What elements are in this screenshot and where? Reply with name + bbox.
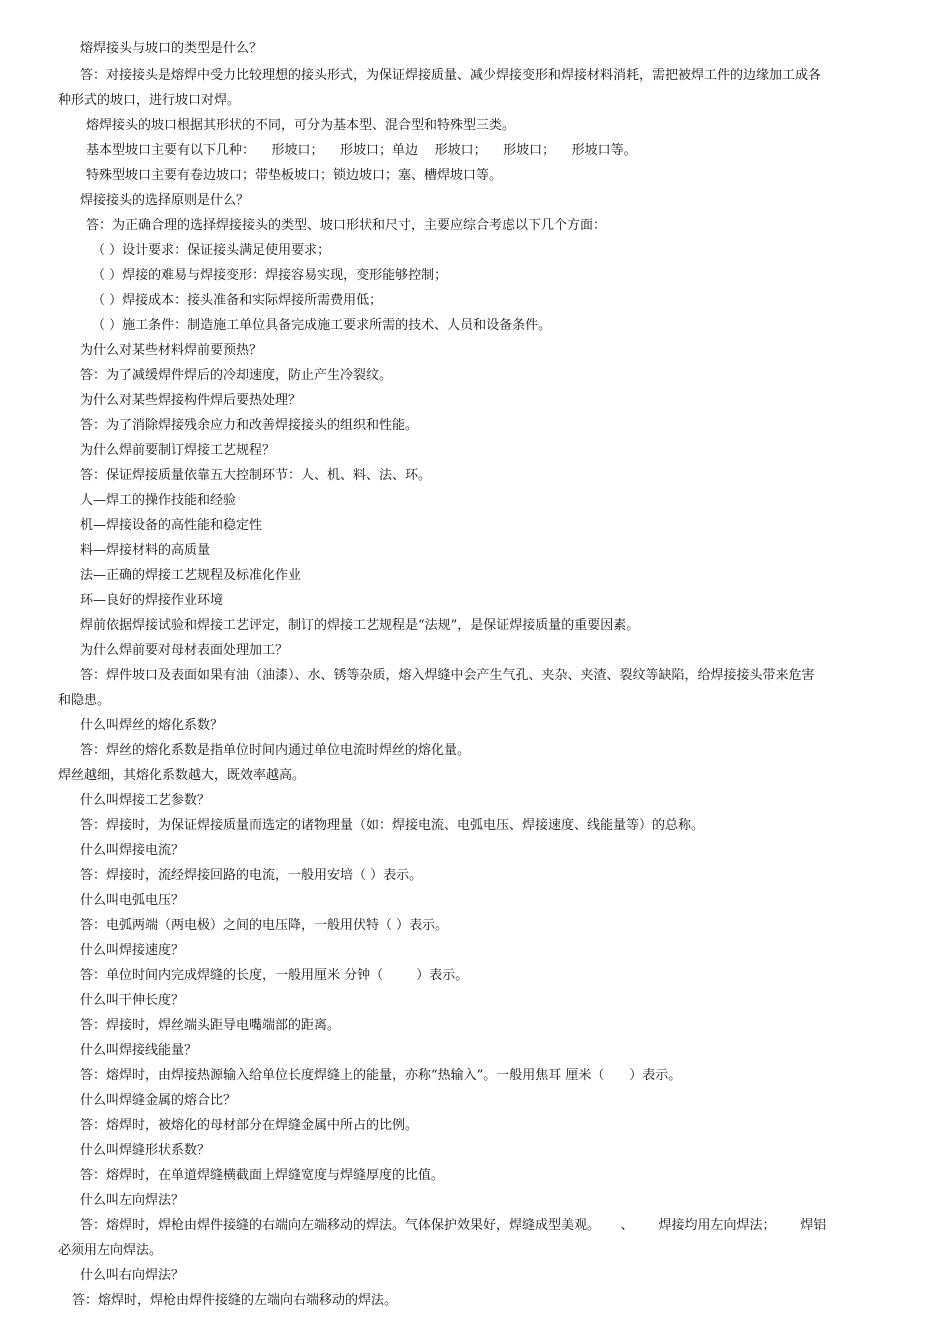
question-line: 熔焊接头与坡口的类型是什么？: [80, 41, 263, 56]
text-line: 机—焊接设备的高性能和稳定性: [80, 518, 263, 533]
answer-line: 答：熔焊时，在单道焊缝横截面上焊缝宽度与焊缝厚度的比值。: [80, 1168, 445, 1183]
question-line: 什么叫焊接线能量？: [80, 1043, 198, 1058]
question-line: 焊接接头的选择原则是什么？: [80, 193, 250, 208]
answer-line: 答：为正确合理的选择焊接接头的类型、坡口形状和尺寸，主要应综合考虑以下几个方面：: [86, 218, 607, 233]
answer-continuation-line: 和隐患。: [58, 693, 111, 708]
question-line: 什么叫焊接速度？: [80, 943, 185, 958]
answer-line: 答：焊件坡口及表面如果有油（油漆）、水、锈等杂质，熔入焊缝中会产生气孔、夹杂、夹渣、裂纹等缺陷，给焊接接头带来危害: [80, 668, 815, 683]
answer-line: 答：熔焊时，被熔化的母材部分在焊缝金属中所占的比例。: [80, 1118, 419, 1133]
text-line: 人—焊工的操作技能和经验: [80, 493, 237, 508]
question-line: 为什么焊前要对母材表面处理加工？: [80, 643, 289, 658]
question-line: 什么叫右向焊法？: [80, 1268, 185, 1283]
question-line: 什么叫干伸长度？: [80, 993, 185, 1008]
answer-line: 答：焊接时，流经焊接回路的电流，一般用安培（ ）表示。: [80, 868, 423, 883]
question-line: 什么叫焊缝形状系数？: [80, 1143, 211, 1158]
question-line: 为什么对某些材料焊前要预热？: [80, 343, 263, 358]
text-line: 基本型坡口主要有以下几种： 形坡口； 形坡口；单边 形坡口； 形坡口； 形坡口等。: [86, 143, 637, 158]
answer-line: 答：电弧两端（两电极）之间的电压降，一般用伏特（ ）表示。: [80, 918, 449, 933]
list-item: （ ）施工条件：制造施工单位具备完成施工要求所需的技术、人员和设备条件。: [92, 318, 552, 333]
answer-line: 答：保证焊接质量依靠五大控制环节：人、机、料、法、环。: [80, 468, 432, 483]
answer-line: 答：对接接头是熔焊中受力比较理想的接头形式，为保证焊接质量、减少焊接变形和焊接材料消耗，需把被焊工件的边缘加工成各: [80, 68, 822, 83]
answer-line: 答：为了减缓焊件焊后的冷却速度，防止产生冷裂纹。: [80, 368, 393, 383]
text-line: 法—正确的焊接工艺规程及标准化作业: [80, 568, 302, 583]
answer-line: 答：为了消除焊接残余应力和改善焊接接头的组织和性能。: [80, 418, 419, 433]
list-item: （ ）焊接成本：接头准备和实际焊接所需费用低；: [92, 293, 383, 308]
question-line: 什么叫左向焊法？: [80, 1193, 185, 1208]
answer-continuation-line: 必须用左向焊法。: [58, 1243, 163, 1258]
text-line: 环—良好的焊接作业环境: [80, 593, 224, 608]
text-line: 焊前依据焊接试验和焊接工艺评定，制订的焊接工艺规程是“法规”，是保证焊接质量的重要因素。: [80, 618, 640, 633]
answer-continuation-line: 种形式的坡口，进行坡口对焊。: [58, 93, 241, 108]
question-line: 什么叫焊缝金属的熔合比？: [80, 1093, 237, 1108]
text-line: 熔焊接头的坡口根据其形状的不同，可分为基本型、混合型和特殊型三类。: [86, 118, 516, 133]
answer-line: 答：单位时间内完成焊缝的长度，一般用厘米 分钟（ ）表示。: [80, 968, 469, 983]
question-line: 什么叫焊接电流？: [80, 843, 185, 858]
question-line: 什么叫电弧电压？: [80, 893, 185, 908]
question-line: 为什么焊前要制订焊接工艺规程？: [80, 443, 276, 458]
answer-line: 答：焊丝的熔化系数是指单位时间内通过单位电流时焊丝的熔化量。: [80, 743, 471, 758]
answer-line: 答：熔焊时，焊枪由焊件接缝的右端向左端移动的焊法。气体保护效果好，焊缝成型美观。 、 焊接均用左向焊法； 焊铝: [80, 1218, 827, 1233]
answer-line: 答：焊接时，焊丝端头距导电嘴端部的距离。: [80, 1018, 341, 1033]
list-item: （ ）设计要求：保证接头满足使用要求；: [92, 243, 331, 258]
list-item: （ ）焊接的难易与焊接变形：焊接容易实现，变形能够控制；: [92, 268, 448, 283]
answer-line: 答：熔焊时，焊枪由焊件接缝的左端向右端移动的焊法。: [72, 1293, 398, 1308]
question-line: 什么叫焊接工艺参数？: [80, 793, 211, 808]
text-line: 焊丝越细，其熔化系数越大，既效率越高。: [58, 768, 306, 783]
question-line: 什么叫焊丝的熔化系数？: [80, 718, 224, 733]
question-line: 为什么对某些焊接构件焊后要热处理？: [80, 393, 302, 408]
answer-line: 答：焊接时，为保证焊接质量而选定的诸物理量（如：焊接电流、电弧电压、焊接速度、线能量等）的总称。: [80, 818, 705, 833]
text-line: 特殊型坡口主要有卷边坡口；带垫板坡口；锁边坡口；塞、槽焊坡口等。: [86, 168, 503, 183]
text-line: 料—焊接材料的高质量: [80, 543, 211, 558]
answer-line: 答：熔焊时，由焊接热源输入给单位长度焊缝上的能量，亦称“热输入”。一般用焦耳 厘米（ ）表示。: [80, 1068, 682, 1083]
